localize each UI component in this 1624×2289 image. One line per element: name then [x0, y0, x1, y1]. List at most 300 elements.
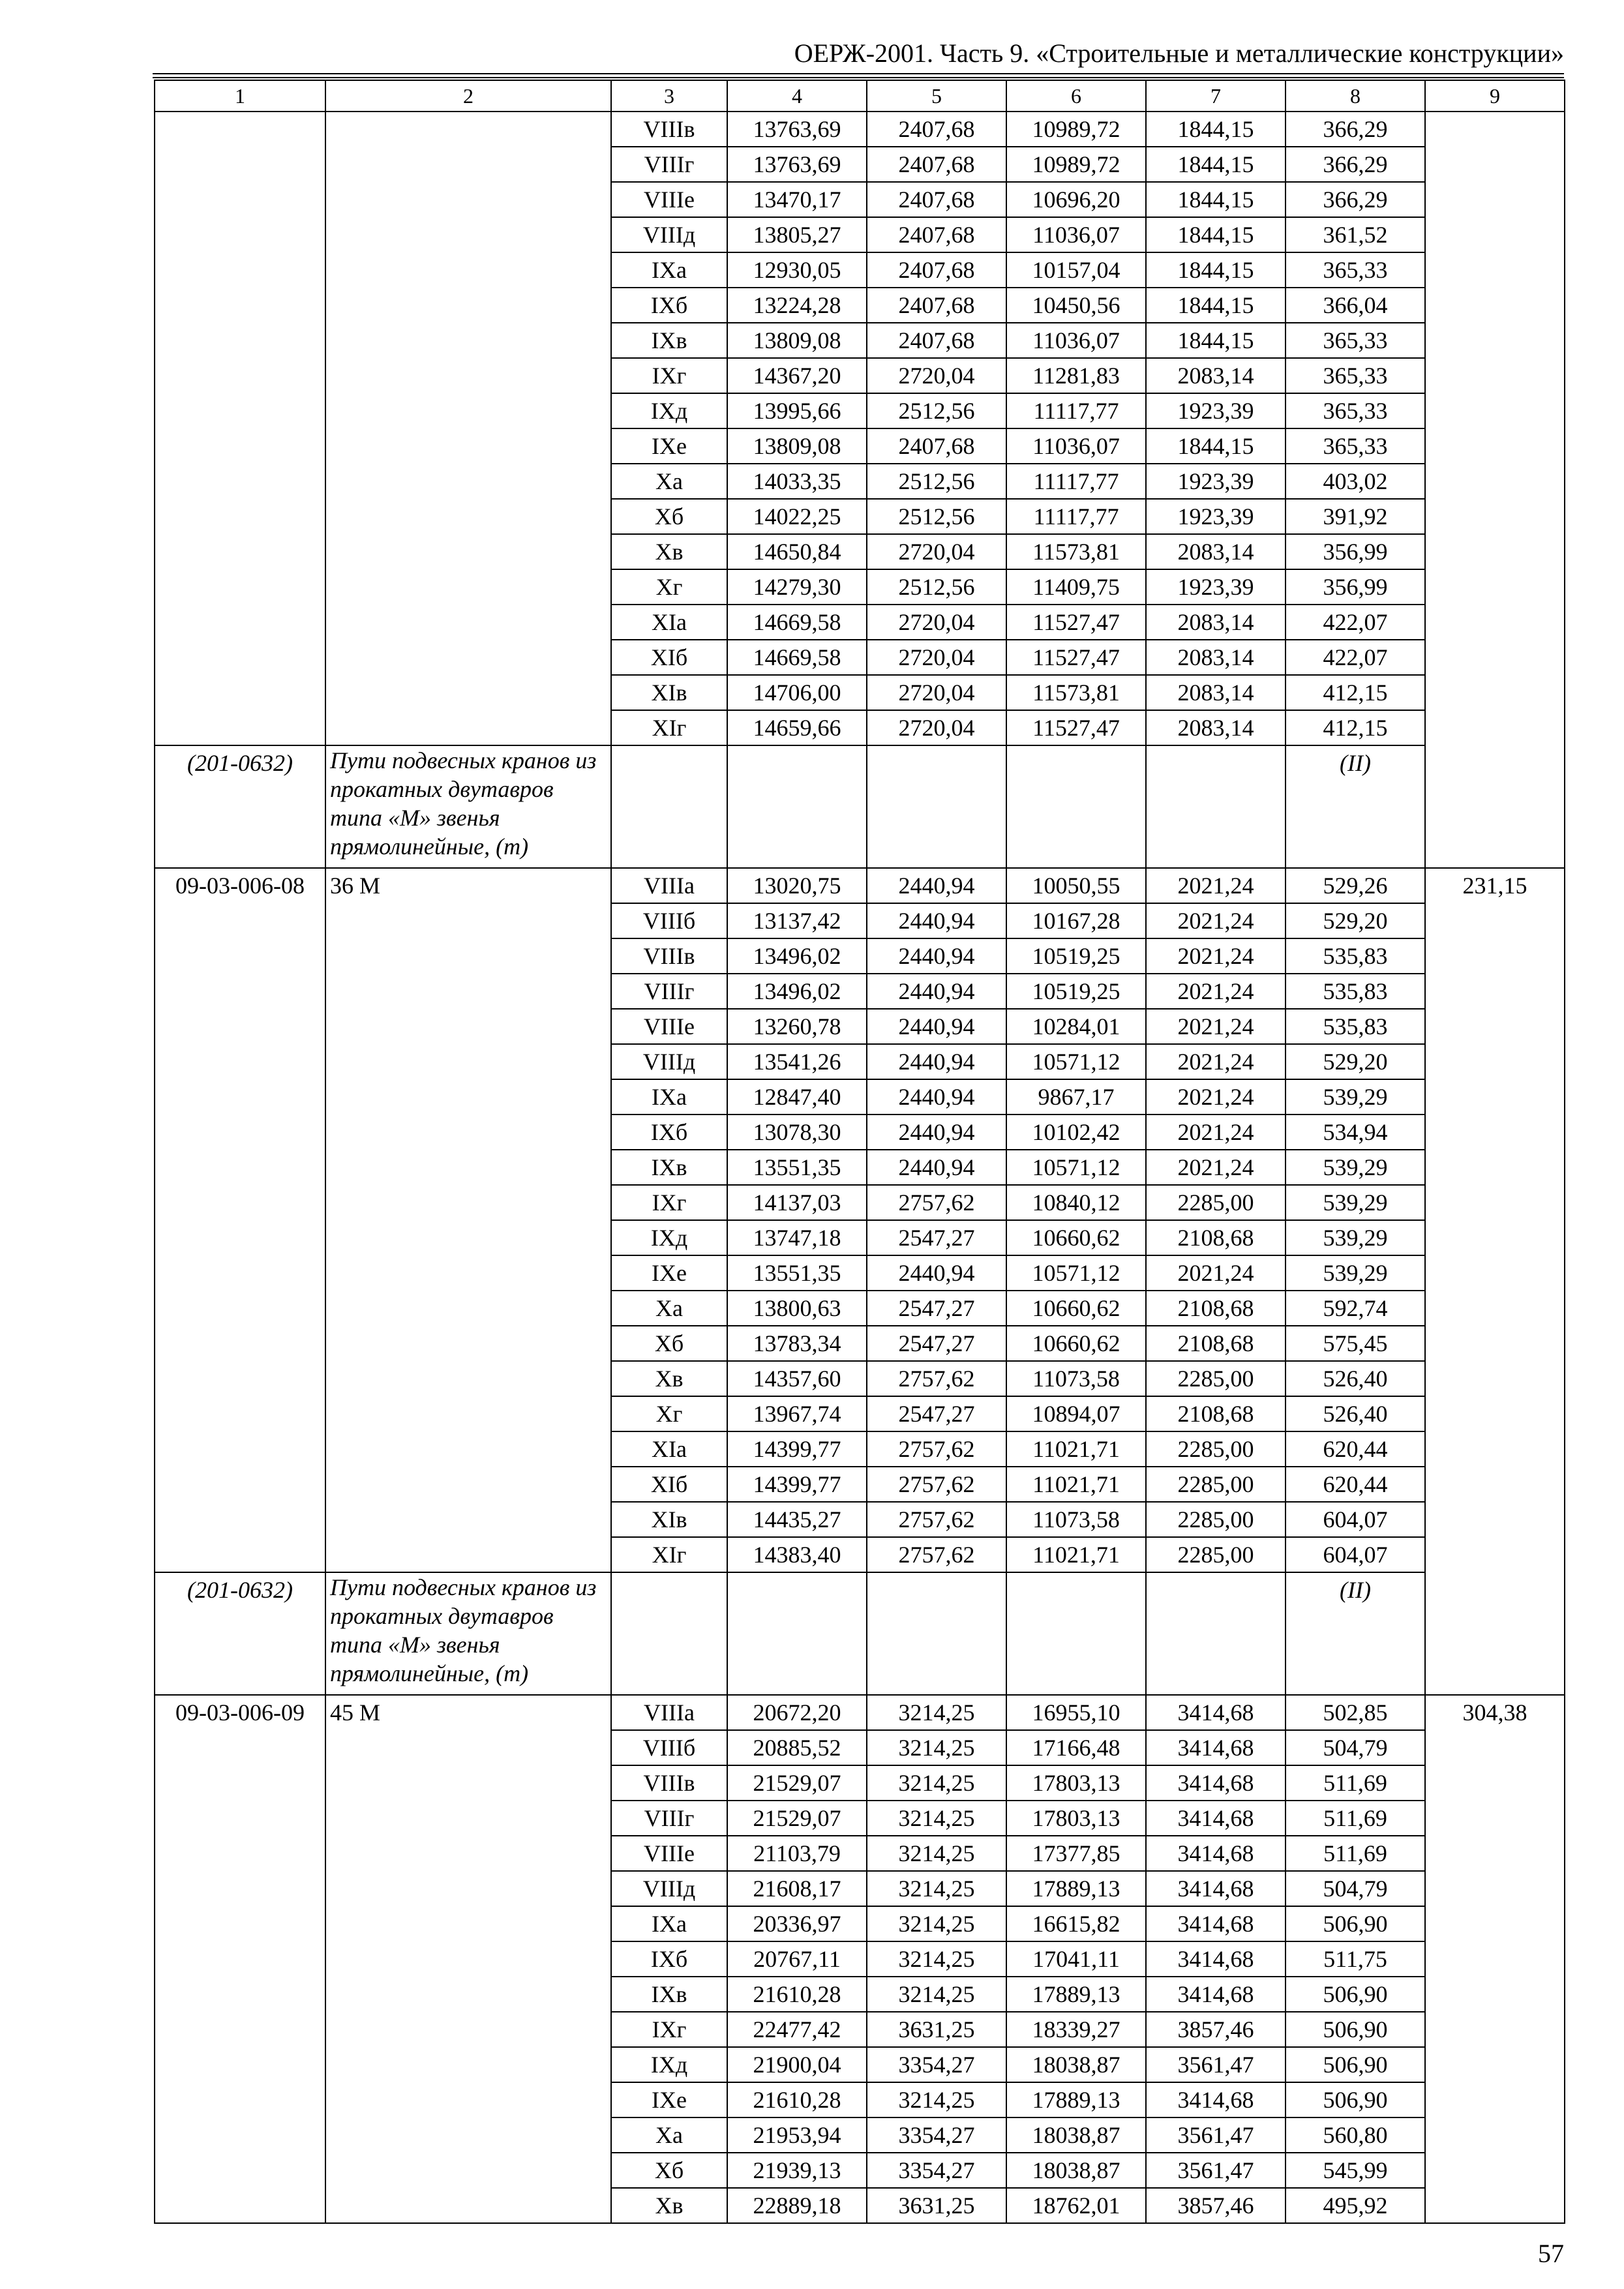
- price-zone: XIг: [611, 710, 727, 745]
- materials-cost: 10519,25: [1006, 938, 1146, 974]
- materials-cost: 11073,58: [1006, 1361, 1146, 1396]
- labor-costs: [1425, 112, 1565, 868]
- price-zone: IXе: [611, 1255, 727, 1291]
- machinist-wages: 365,33: [1286, 252, 1425, 288]
- machinist-wages: 604,07: [1286, 1502, 1425, 1537]
- empty-cell: [867, 1572, 1006, 1695]
- column-number: 4: [727, 80, 867, 112]
- machinist-wages: 366,29: [1286, 182, 1425, 217]
- materials-cost: 17377,85: [1006, 1836, 1146, 1871]
- machinist-wages: 535,83: [1286, 974, 1425, 1009]
- materials-cost: 11573,81: [1006, 534, 1146, 569]
- total-cost: 13224,28: [727, 288, 867, 323]
- labor-wages: 2407,68: [867, 182, 1006, 217]
- price-zone: IXд: [611, 1220, 727, 1255]
- machine-operation: 2021,24: [1146, 903, 1286, 938]
- machine-operation: 2021,24: [1146, 938, 1286, 974]
- price-zone: VIIIа: [611, 1695, 727, 1730]
- machinist-wages: 539,29: [1286, 1220, 1425, 1255]
- machine-operation: 1844,15: [1146, 217, 1286, 252]
- labor-wages: 2512,56: [867, 464, 1006, 499]
- machinist-wages: 504,79: [1286, 1871, 1425, 1906]
- machine-operation: 3414,68: [1146, 1977, 1286, 2012]
- labor-wages: 3214,25: [867, 2082, 1006, 2117]
- total-cost: 14706,00: [727, 675, 867, 710]
- labor-wages: 2407,68: [867, 112, 1006, 147]
- total-cost: 13470,17: [727, 182, 867, 217]
- price-zone: IXб: [611, 1115, 727, 1150]
- empty-cell: [1006, 745, 1146, 868]
- page-header-title: ОЕРЖ-2001. Часть 9. «Строительные и металлические конструкции»: [794, 38, 1564, 68]
- total-cost: 12847,40: [727, 1079, 867, 1115]
- machinist-wages: 504,79: [1286, 1730, 1425, 1765]
- machine-operation: 3857,46: [1146, 2012, 1286, 2047]
- machinist-wages: 529,20: [1286, 903, 1425, 938]
- price-zone: VIIIб: [611, 1730, 727, 1765]
- machinist-wages: 535,83: [1286, 1009, 1425, 1044]
- total-cost: 21608,17: [727, 1871, 867, 1906]
- price-zone: XIб: [611, 640, 727, 675]
- total-cost: 13260,78: [727, 1009, 867, 1044]
- materials-cost: 10571,12: [1006, 1150, 1146, 1185]
- labor-wages: 2407,68: [867, 428, 1006, 464]
- machinist-wages: 495,92: [1286, 2188, 1425, 2223]
- materials-cost: 10696,20: [1006, 182, 1146, 217]
- total-cost: 14435,27: [727, 1502, 867, 1537]
- materials-cost: 10660,62: [1006, 1291, 1146, 1326]
- rate-name: 45 М: [325, 1695, 611, 2223]
- materials-cost: 10660,62: [1006, 1220, 1146, 1255]
- machine-operation: 2083,14: [1146, 605, 1286, 640]
- machinist-wages: 575,45: [1286, 1326, 1425, 1361]
- machinist-wages: 366,04: [1286, 288, 1425, 323]
- total-cost: 13763,69: [727, 147, 867, 182]
- price-zone: Xг: [611, 569, 727, 605]
- labor-wages: 2757,62: [867, 1431, 1006, 1467]
- labor-wages: 3214,25: [867, 1941, 1006, 1977]
- machinist-wages: 620,44: [1286, 1431, 1425, 1467]
- total-cost: 14279,30: [727, 569, 867, 605]
- machine-operation: 2083,14: [1146, 710, 1286, 745]
- labor-wages: 2407,68: [867, 323, 1006, 358]
- resource-note-row: [155, 745, 1565, 868]
- machinist-wages: 506,90: [1286, 1977, 1425, 2012]
- price-zone: VIIIе: [611, 1009, 727, 1044]
- total-cost: 14669,58: [727, 640, 867, 675]
- machinist-wages: 534,94: [1286, 1115, 1425, 1150]
- materials-cost: 10989,72: [1006, 112, 1146, 147]
- labor-wages: 2757,62: [867, 1502, 1006, 1537]
- price-zone: VIIIв: [611, 1765, 727, 1801]
- total-cost: 12930,05: [727, 252, 867, 288]
- machine-operation: 2285,00: [1146, 1502, 1286, 1537]
- empty-cell: [727, 745, 867, 868]
- machine-operation: 2083,14: [1146, 534, 1286, 569]
- total-cost: 13020,75: [727, 868, 867, 903]
- price-zone: Xв: [611, 1361, 727, 1396]
- machine-operation: 2285,00: [1146, 1431, 1286, 1467]
- total-cost: 13809,08: [727, 428, 867, 464]
- price-zone: IXг: [611, 1185, 727, 1220]
- machine-operation: 2108,68: [1146, 1220, 1286, 1255]
- machine-operation: 1923,39: [1146, 464, 1286, 499]
- labor-wages: 2440,94: [867, 868, 1006, 903]
- labor-wages: 2757,62: [867, 1537, 1006, 1572]
- price-zone: IXг: [611, 2012, 727, 2047]
- machine-operation: 1844,15: [1146, 182, 1286, 217]
- machinist-wages: 604,07: [1286, 1537, 1425, 1572]
- machinist-wages: 412,15: [1286, 675, 1425, 710]
- column-number: 8: [1286, 80, 1425, 112]
- machine-operation: 2108,68: [1146, 1396, 1286, 1431]
- total-cost: 21953,94: [727, 2117, 867, 2153]
- total-cost: 21900,04: [727, 2047, 867, 2082]
- machinist-wages: 506,90: [1286, 2047, 1425, 2082]
- machinist-wages: 592,74: [1286, 1291, 1425, 1326]
- materials-cost: 17889,13: [1006, 2082, 1146, 2117]
- machine-operation: 1844,15: [1146, 323, 1286, 358]
- total-cost: 20767,11: [727, 1941, 867, 1977]
- labor-wages: 2440,94: [867, 974, 1006, 1009]
- machinist-wages: 365,33: [1286, 393, 1425, 428]
- rate-name: [325, 112, 611, 745]
- empty-cell: [727, 1572, 867, 1695]
- empty-cell: [611, 1572, 727, 1695]
- machinist-wages: 560,80: [1286, 2117, 1425, 2153]
- column-number: 5: [867, 80, 1006, 112]
- price-zone: XIб: [611, 1467, 727, 1502]
- materials-cost: 10894,07: [1006, 1396, 1146, 1431]
- price-zone: VIIIг: [611, 147, 727, 182]
- price-zone: VIIIг: [611, 1801, 727, 1836]
- machinist-wages: 511,69: [1286, 1765, 1425, 1801]
- empty-cell: [1146, 1572, 1286, 1695]
- machinist-wages: 356,99: [1286, 569, 1425, 605]
- column-number: 7: [1146, 80, 1286, 112]
- materials-cost: 11021,71: [1006, 1537, 1146, 1572]
- materials-cost: 18762,01: [1006, 2188, 1146, 2223]
- labor-wages: 3214,25: [867, 1906, 1006, 1941]
- total-cost: 21529,07: [727, 1801, 867, 1836]
- total-cost: 13137,42: [727, 903, 867, 938]
- machine-operation: 2021,24: [1146, 1115, 1286, 1150]
- materials-cost: 11036,07: [1006, 428, 1146, 464]
- machine-operation: 3414,68: [1146, 1801, 1286, 1836]
- total-cost: 13809,08: [727, 323, 867, 358]
- price-zone: XIв: [611, 1502, 727, 1537]
- labor-wages: 2512,56: [867, 499, 1006, 534]
- labor-wages: 2720,04: [867, 358, 1006, 393]
- price-zone: Xа: [611, 464, 727, 499]
- materials-cost: 17889,13: [1006, 1871, 1146, 1906]
- total-cost: 13496,02: [727, 938, 867, 974]
- labor-wages: 3214,25: [867, 1765, 1006, 1801]
- column-number: 2: [325, 80, 611, 112]
- machine-operation: 2021,24: [1146, 1044, 1286, 1079]
- price-zone: VIIIд: [611, 217, 727, 252]
- total-cost: 13763,69: [727, 112, 867, 147]
- labor-wages: 2440,94: [867, 938, 1006, 974]
- total-cost: 21103,79: [727, 1836, 867, 1871]
- labor-wages: 3214,25: [867, 1977, 1006, 2012]
- machinist-wages: 506,90: [1286, 2012, 1425, 2047]
- total-cost: 22477,42: [727, 2012, 867, 2047]
- column-number: 3: [611, 80, 727, 112]
- labor-wages: 2440,94: [867, 1079, 1006, 1115]
- materials-cost: 11117,77: [1006, 464, 1146, 499]
- labor-wages: 2720,04: [867, 605, 1006, 640]
- labor-wages: 2547,27: [867, 1291, 1006, 1326]
- labor-wages: 2757,62: [867, 1185, 1006, 1220]
- materials-cost: 16955,10: [1006, 1695, 1146, 1730]
- empty-cell: [1006, 1572, 1146, 1695]
- machinist-wages: 620,44: [1286, 1467, 1425, 1502]
- total-cost: 14137,03: [727, 1185, 867, 1220]
- price-zone: IXг: [611, 358, 727, 393]
- total-cost: 21939,13: [727, 2153, 867, 2188]
- price-zone: IXв: [611, 323, 727, 358]
- total-cost: 13747,18: [727, 1220, 867, 1255]
- price-zone: IXа: [611, 1906, 727, 1941]
- machine-operation: 2083,14: [1146, 640, 1286, 675]
- column-number-row: [155, 80, 1565, 112]
- materials-cost: 10157,04: [1006, 252, 1146, 288]
- total-cost: 14357,60: [727, 1361, 867, 1396]
- labor-wages: 3631,25: [867, 2012, 1006, 2047]
- labor-wages: 3214,25: [867, 1871, 1006, 1906]
- machine-operation: 3414,68: [1146, 1730, 1286, 1765]
- empty-cell: [867, 745, 1006, 868]
- price-zone: Xв: [611, 534, 727, 569]
- total-cost: 20885,52: [727, 1730, 867, 1765]
- materials-cost: 11021,71: [1006, 1467, 1146, 1502]
- machine-operation: 3414,68: [1146, 1906, 1286, 1941]
- total-cost: 21610,28: [727, 1977, 867, 2012]
- total-cost: 14659,66: [727, 710, 867, 745]
- labor-costs: 304,38: [1425, 1695, 1565, 2223]
- total-cost: 14399,77: [727, 1431, 867, 1467]
- machinist-wages: 511,69: [1286, 1801, 1425, 1836]
- total-cost: 13805,27: [727, 217, 867, 252]
- labor-costs: 231,15: [1425, 868, 1565, 1695]
- price-zone: Xа: [611, 1291, 727, 1326]
- materials-cost: 10660,62: [1006, 1326, 1146, 1361]
- labor-wages: 2440,94: [867, 1009, 1006, 1044]
- empty-cell: [611, 745, 727, 868]
- labor-wages: 3354,27: [867, 2047, 1006, 2082]
- materials-cost: 10840,12: [1006, 1185, 1146, 1220]
- resource-description: Пути подвесных кранов из прокатных двутавров типа «М» звенья прямолинейные, (т): [325, 1572, 611, 1695]
- total-cost: 13551,35: [727, 1150, 867, 1185]
- labor-wages: 2720,04: [867, 534, 1006, 569]
- machinist-wages: 502,85: [1286, 1695, 1425, 1730]
- rates-table-body: [155, 80, 1565, 2223]
- price-zone: IXв: [611, 1977, 727, 2012]
- machinist-wages: 422,07: [1286, 605, 1425, 640]
- price-zone: IXе: [611, 2082, 727, 2117]
- machine-operation: 3414,68: [1146, 1871, 1286, 1906]
- materials-cost: 11117,77: [1006, 393, 1146, 428]
- table-row: [155, 868, 1565, 903]
- price-zone: Xг: [611, 1396, 727, 1431]
- column-number: 9: [1425, 80, 1565, 112]
- total-cost: 14033,35: [727, 464, 867, 499]
- materials-cost: 11036,07: [1006, 323, 1146, 358]
- total-cost: 14399,77: [727, 1467, 867, 1502]
- machinist-wages: 539,29: [1286, 1079, 1425, 1115]
- machinist-wages: 539,29: [1286, 1255, 1425, 1291]
- price-zone: IXа: [611, 1079, 727, 1115]
- total-cost: 22889,18: [727, 2188, 867, 2223]
- materials-cost: 17803,13: [1006, 1765, 1146, 1801]
- total-cost: 13967,74: [727, 1396, 867, 1431]
- materials-cost: 10050,55: [1006, 868, 1146, 903]
- materials-cost: 10450,56: [1006, 288, 1146, 323]
- machinist-wages: 366,29: [1286, 147, 1425, 182]
- rates-table: [154, 80, 1565, 2224]
- header-rule: [153, 77, 1564, 78]
- machinist-wages: 356,99: [1286, 534, 1425, 569]
- price-zone: XIв: [611, 675, 727, 710]
- machinist-wages: 511,69: [1286, 1836, 1425, 1871]
- total-cost: 13783,34: [727, 1326, 867, 1361]
- labor-wages: 2757,62: [867, 1361, 1006, 1396]
- materials-cost: 10284,01: [1006, 1009, 1146, 1044]
- machine-operation: 1844,15: [1146, 288, 1286, 323]
- total-cost: 20672,20: [727, 1695, 867, 1730]
- machinist-wages: 539,29: [1286, 1185, 1425, 1220]
- machinist-wages: 391,92: [1286, 499, 1425, 534]
- price-zone: VIIIв: [611, 112, 727, 147]
- machine-operation: 2285,00: [1146, 1361, 1286, 1396]
- machine-operation: 1844,15: [1146, 112, 1286, 147]
- price-zone: VIIIг: [611, 974, 727, 1009]
- machine-operation: 1923,39: [1146, 393, 1286, 428]
- labor-wages: 2407,68: [867, 217, 1006, 252]
- materials-cost: 10571,12: [1006, 1255, 1146, 1291]
- labor-wages: 2720,04: [867, 675, 1006, 710]
- labor-wages: 2720,04: [867, 710, 1006, 745]
- machine-operation: 2285,00: [1146, 1185, 1286, 1220]
- rate-code: 09-03-006-09: [155, 1695, 325, 2223]
- materials-cost: 18038,87: [1006, 2047, 1146, 2082]
- labor-wages: 2757,62: [867, 1467, 1006, 1502]
- table-row: [155, 112, 1565, 147]
- resource-note-row: [155, 1572, 1565, 1695]
- labor-wages: 2440,94: [867, 1255, 1006, 1291]
- empty-cell: [1146, 745, 1286, 868]
- labor-wages: 2407,68: [867, 252, 1006, 288]
- labor-wages: 2407,68: [867, 147, 1006, 182]
- total-cost: 21610,28: [727, 2082, 867, 2117]
- price-zone: XIг: [611, 1537, 727, 1572]
- labor-wages: 2440,94: [867, 1115, 1006, 1150]
- labor-wages: 3214,25: [867, 1801, 1006, 1836]
- price-zone: Xа: [611, 2117, 727, 2153]
- price-zone: IXе: [611, 428, 727, 464]
- materials-cost: 17803,13: [1006, 1801, 1146, 1836]
- header-rule: [153, 73, 1564, 74]
- machine-operation: 3414,68: [1146, 1765, 1286, 1801]
- price-zone: VIIIв: [611, 938, 727, 974]
- machinist-wages: 365,33: [1286, 428, 1425, 464]
- materials-cost: 11527,47: [1006, 605, 1146, 640]
- machine-operation: 3561,47: [1146, 2117, 1286, 2153]
- rate-code: 09-03-006-08: [155, 868, 325, 1572]
- column-number: 1: [155, 80, 325, 112]
- materials-cost: 17889,13: [1006, 1977, 1146, 2012]
- labor-wages: 3214,25: [867, 1695, 1006, 1730]
- machinist-wages: 535,83: [1286, 938, 1425, 974]
- machine-operation: 1923,39: [1146, 499, 1286, 534]
- price-zone: IXа: [611, 252, 727, 288]
- machine-operation: 2021,24: [1146, 1150, 1286, 1185]
- machine-operation: 2083,14: [1146, 675, 1286, 710]
- price-zone: VIIIа: [611, 868, 727, 903]
- labor-wages: 3354,27: [867, 2117, 1006, 2153]
- total-cost: 13995,66: [727, 393, 867, 428]
- rate-name: 36 М: [325, 868, 611, 1572]
- materials-cost: 11036,07: [1006, 217, 1146, 252]
- column-number: 6: [1006, 80, 1146, 112]
- price-zone: Xб: [611, 499, 727, 534]
- machinist-wages: 529,20: [1286, 1044, 1425, 1079]
- machine-operation: 2108,68: [1146, 1326, 1286, 1361]
- machine-operation: 2021,24: [1146, 1255, 1286, 1291]
- machinist-wages: 545,99: [1286, 2153, 1425, 2188]
- labor-wages: 2407,68: [867, 288, 1006, 323]
- machinist-wages: 529,26: [1286, 868, 1425, 903]
- machine-operation: 2021,24: [1146, 1079, 1286, 1115]
- machine-operation: 2083,14: [1146, 358, 1286, 393]
- machinist-wages: 403,02: [1286, 464, 1425, 499]
- total-cost: 13078,30: [727, 1115, 867, 1150]
- resource-class: (II): [1286, 745, 1425, 868]
- machine-operation: 3414,68: [1146, 1695, 1286, 1730]
- total-cost: 14669,58: [727, 605, 867, 640]
- materials-cost: 18038,87: [1006, 2153, 1146, 2188]
- machine-operation: 2021,24: [1146, 974, 1286, 1009]
- price-zone: VIIIб: [611, 903, 727, 938]
- machinist-wages: 365,33: [1286, 358, 1425, 393]
- price-zone: Xв: [611, 2188, 727, 2223]
- materials-cost: 10102,42: [1006, 1115, 1146, 1150]
- machine-operation: 3414,68: [1146, 1941, 1286, 1977]
- labor-wages: 2440,94: [867, 903, 1006, 938]
- materials-cost: 10167,28: [1006, 903, 1146, 938]
- labor-wages: 2440,94: [867, 1044, 1006, 1079]
- machinist-wages: 506,90: [1286, 2082, 1425, 2117]
- machinist-wages: 412,15: [1286, 710, 1425, 745]
- machine-operation: 3857,46: [1146, 2188, 1286, 2223]
- labor-wages: 2512,56: [867, 393, 1006, 428]
- materials-cost: 16615,82: [1006, 1906, 1146, 1941]
- price-zone: IXд: [611, 2047, 727, 2082]
- price-zone: IXд: [611, 393, 727, 428]
- machine-operation: 2285,00: [1146, 1537, 1286, 1572]
- resource-description: Пути подвесных кранов из прокатных двутавров типа «М» звенья прямолинейные, (т): [325, 745, 611, 868]
- machinist-wages: 366,29: [1286, 112, 1425, 147]
- labor-wages: 3214,25: [867, 1730, 1006, 1765]
- materials-cost: 11409,75: [1006, 569, 1146, 605]
- machinist-wages: 422,07: [1286, 640, 1425, 675]
- machine-operation: 2285,00: [1146, 1467, 1286, 1502]
- labor-wages: 2512,56: [867, 569, 1006, 605]
- machine-operation: 3414,68: [1146, 2082, 1286, 2117]
- page-number: 57: [1538, 2239, 1564, 2268]
- price-zone: VIIIе: [611, 1836, 727, 1871]
- materials-cost: 9867,17: [1006, 1079, 1146, 1115]
